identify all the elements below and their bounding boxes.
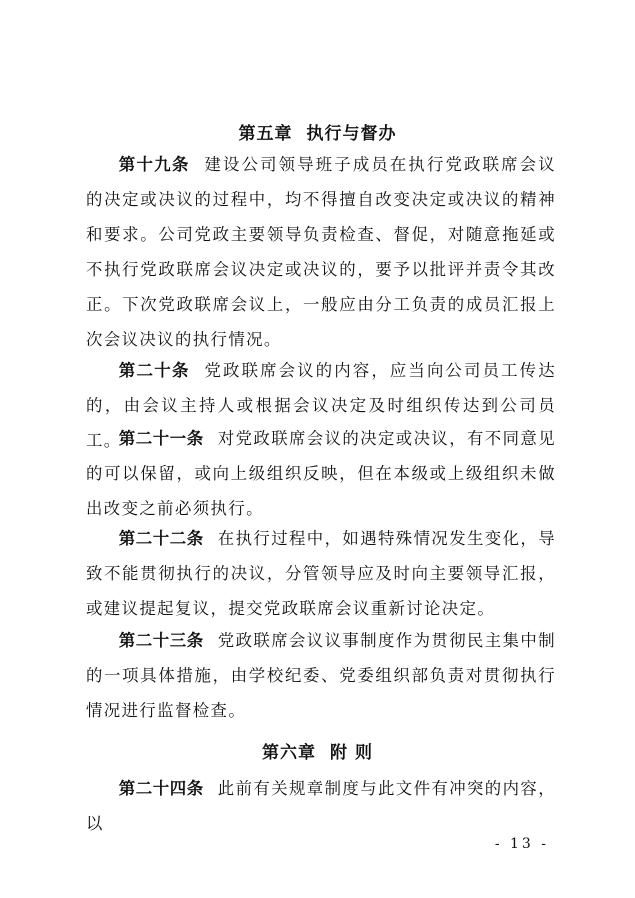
article-21 <box>86 421 556 526</box>
article-24-text: 此前有关规章制度与此文件有冲突的内容，以 <box>86 779 556 833</box>
article-19-text: 建设公司领导班子成员在执行党政联席会议的决定或决议的过程中，均不得擅自改变决定或决议的精神和要求。公司党政主要领导负责检查、督促，对随意拖延或不执行党政联席会议决定或决议的，要予以批评并责令其改正。下次党政联席会议上，一般应由分工负责的成员汇报上次会议决议的执行情况。 <box>86 155 556 349</box>
chapter-5-heading <box>0 119 635 144</box>
article-24 <box>86 771 556 841</box>
article-24-number: 第二十四条 <box>118 779 204 798</box>
chapter-6-number: 第六章 <box>262 743 317 763</box>
article-19-number: 第十九条 <box>118 155 190 174</box>
article-22 <box>86 521 556 626</box>
article-23-text: 党政联席会议议事制度作为贯彻民主集中制的一项具体措施，由学校纪委、党委组织部负责对贯彻执行情况进行监督检查。 <box>86 631 556 720</box>
chapter-6-title: 附 则 <box>330 743 373 763</box>
article-20-number: 第二十条 <box>118 361 190 380</box>
article-23 <box>86 623 556 728</box>
article-19 <box>86 147 556 357</box>
page-number: - 13 - <box>494 836 549 852</box>
article-22-text: 在执行过程中，如遇特殊情况发生变化，导致不能贯彻执行的决议，分管领导应及时向主要领导汇报，或建议提起复议，提交党政联席会议重新讨论决定。 <box>86 529 556 618</box>
chapter-6-heading <box>0 738 635 763</box>
chapter-5-number: 第五章 <box>238 124 293 144</box>
article-22-number: 第二十二条 <box>118 529 204 548</box>
article-21-text: 对党政联席会议的决定或决议，有不同意见的可以保留，或向上级组织反映，但在本级或上级组织未做出改变之前必须执行。 <box>86 429 556 518</box>
article-20-text: 党政联席会议的内容，应当向公司员工传达的，由会议主持人或根据会议决定及时组织传达到公司员工。 <box>86 361 556 450</box>
chapter-5-title: 执行与督办 <box>306 124 397 144</box>
article-23-number: 第二十三条 <box>118 631 204 650</box>
article-21-number: 第二十一条 <box>118 429 204 448</box>
